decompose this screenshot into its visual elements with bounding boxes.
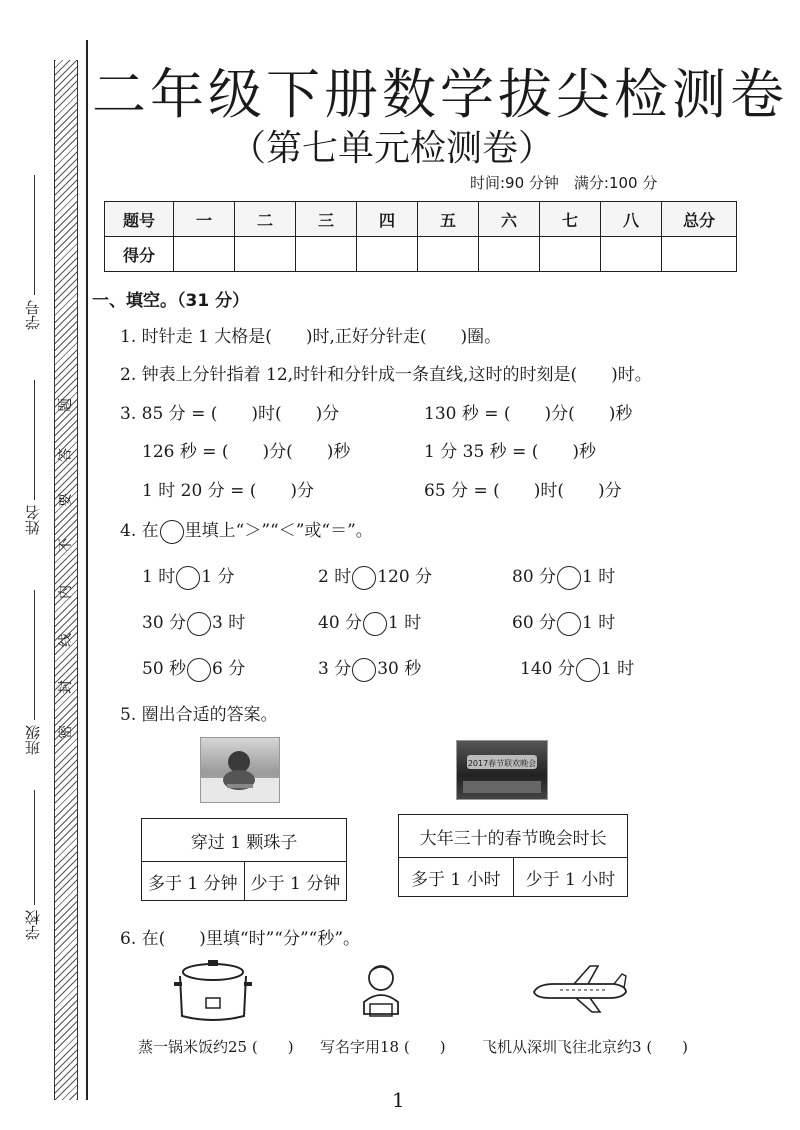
question-3-row1-right: 130 秒 = ( )分( )秒 [424,404,633,424]
choice-option[interactable]: 少于 1 小时 [513,858,628,897]
choice-option[interactable]: 多于 1 小时 [399,858,514,897]
compare-term: 6 分 [212,659,246,679]
score-header-cell: 总分 [662,202,737,237]
compare-item [520,654,634,682]
score-cell[interactable] [418,237,479,272]
compare-term: 30 秒 [377,659,422,679]
score-header-cell: 二 [235,202,296,237]
compare-term: 40 分 [318,613,363,633]
airplane-icon [530,962,630,1014]
compare-circle[interactable] [352,658,376,682]
compare-circle[interactable] [352,566,376,590]
score-cell[interactable] [296,237,357,272]
compare-item [318,654,421,682]
compare-item [318,562,432,590]
compare-circle-icon [160,520,184,544]
compare-item [512,608,615,636]
question-4-suffix: 里填上“＞”“＜”或“＝”。 [184,521,373,541]
seal-char: 内 [58,585,74,599]
compare-term: 1 时 [582,567,616,587]
time-score-info: 时间:90 分钟 满分:100 分 [470,174,658,192]
binding-label-school: 学校 [24,910,42,940]
compare-term: 140 分 [520,659,575,679]
compare-term: 1 时 [142,567,176,587]
class-blank [34,590,35,720]
compare-term: 80 分 [512,567,557,587]
score-header-cell: 一 [174,202,235,237]
compare-item [142,608,245,636]
spring-gala-photo [456,740,548,800]
compare-circle[interactable] [557,566,581,590]
binding-label-class: 班级 [24,725,42,755]
choice-title: 大年三十的春节晚会时长 [399,815,628,858]
seal-char: 题 [58,398,74,412]
compare-item [142,562,234,590]
seal-char: 封 [58,680,74,694]
score-row-label: 得分 [105,237,174,272]
score-cell[interactable] [540,237,601,272]
seal-char: 密 [58,725,74,739]
compare-term: 30 分 [142,613,187,633]
child-writing-icon [356,962,406,1020]
compare-term: 1 时 [600,659,635,679]
score-cell[interactable] [235,237,296,272]
rice-cooker-icon [172,958,254,1024]
margin-line [86,40,88,1100]
question-3-row3-right: 65 分 = ( )时( )分 [424,481,622,501]
page-number: 1 [392,1088,405,1112]
question-3-row2-right: 1 分 35 秒 = ( )秒 [424,442,596,462]
seal-char: 要 [58,493,74,507]
compare-circle[interactable] [176,566,200,590]
score-header-cell: 六 [479,202,540,237]
compare-circle[interactable] [363,612,387,636]
score-cell[interactable] [174,237,235,272]
seal-char: 线 [58,633,74,647]
compare-term: 1 时 [388,613,422,633]
score-cell[interactable] [662,237,737,272]
score-cell[interactable] [601,237,662,272]
question-4-prefix: 4. 在 [120,521,159,541]
child-beading-photo [200,737,280,803]
name-blank [34,380,35,500]
score-header-cell: 三 [296,202,357,237]
question-4 [120,516,373,544]
score-header-cell: 七 [540,202,601,237]
compare-term: 2 时 [318,567,352,587]
compare-term: 3 分 [318,659,352,679]
seal-char: 答 [58,448,74,462]
score-header-cell: 五 [418,202,479,237]
gala-photo-text: 2017春节联欢晚会 [467,759,537,768]
question-6: 6. 在( )里填“时”“分”“秒”。 [120,929,361,949]
score-header-cell: 四 [357,202,418,237]
compare-circle[interactable] [557,612,581,636]
score-table [104,201,737,272]
page-subtitle: （第七单元检测卷） [230,128,555,169]
compare-circle[interactable] [576,658,600,682]
question-1: 1. 时针走 1 大格是( )时,正好分针走( )圈。 [120,327,502,347]
binding-label-name: 姓名 [24,505,42,535]
choice-option[interactable]: 多于 1 分钟 [142,862,245,901]
page-title: 二年级下册数学拔尖检测卷 [92,63,788,126]
compare-circle[interactable] [187,658,211,682]
binding-label-student-id: 学号 [24,300,42,330]
choice-table-bead [141,818,347,901]
question-3-row3-left: 1 时 20 分 = ( )分 [142,481,314,501]
question-2: 2. 钟表上分针指着 12,时针和分针成一条直线,这时的时刻是( )时。 [120,365,652,385]
score-table-header-row [105,202,737,237]
q6-caption-rice: 蒸一锅米饭约25 ( ) [138,1038,294,1056]
compare-term: 3 时 [212,613,246,633]
seal-char: 不 [58,538,74,552]
score-table-score-row [105,237,737,272]
choice-option[interactable]: 少于 1 分钟 [244,862,347,901]
choice-table-gala [398,814,628,897]
compare-term: 60 分 [512,613,557,633]
compare-term: 120 分 [377,567,433,587]
section-heading: 一、填空。（31 分） [92,291,250,311]
student-id-blank [34,175,35,295]
q6-caption-plane: 飞机从深圳飞往北京约3 ( ) [482,1038,689,1056]
choice-title: 穿过 1 颗珠子 [142,819,347,862]
compare-term: 50 秒 [142,659,187,679]
compare-item [318,608,421,636]
score-header-cell: 八 [601,202,662,237]
question-3-row2-left: 126 秒 = ( )分( )秒 [142,442,351,462]
question-5: 5. 圈出合适的答案。 [120,705,278,725]
score-cell[interactable] [479,237,540,272]
compare-term: 1 时 [582,613,616,633]
compare-item [142,654,245,682]
school-blank [34,790,35,905]
score-header-cell: 题号 [105,202,174,237]
compare-item [512,562,615,590]
binding-hatch-strip [54,60,78,1100]
q6-caption-name: 写名字用18 ( ) [320,1038,446,1056]
score-cell[interactable] [357,237,418,272]
question-3-row1-left: 3. 85 分 = ( )时( )分 [120,404,340,424]
compare-circle[interactable] [187,612,211,636]
compare-term: 1 分 [201,567,235,587]
